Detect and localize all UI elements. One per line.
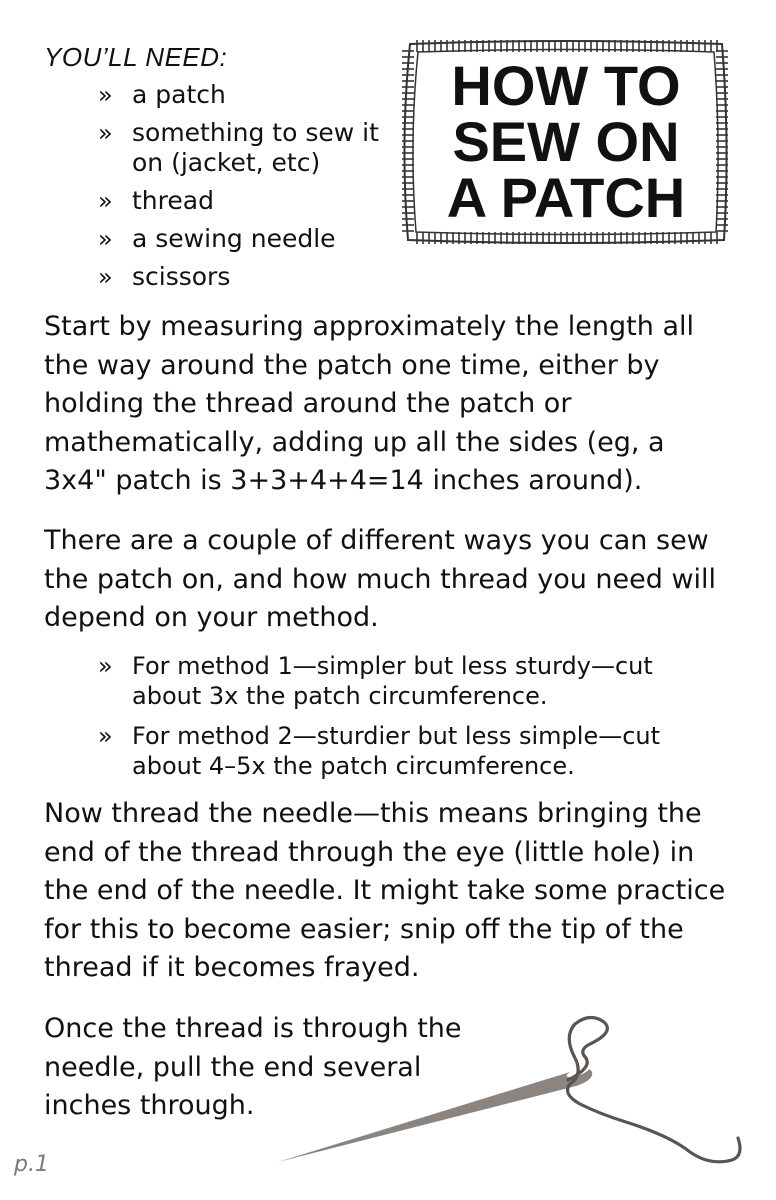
bullet-icon: »: [98, 225, 113, 253]
list-item-text: something to sew it on (jacket, etc): [132, 118, 379, 177]
paragraph-thread-needle: Now thread the needle—this means bringing the end of the thread through the eye (little hole) in the end of the needle. It might take some practice for this to become easier; snip off the tip of the thread if it becomes frayed.: [44, 798, 726, 983]
list-item: [98, 186, 388, 216]
list-item: [98, 652, 718, 711]
page-number: p.1: [14, 1152, 49, 1177]
title-box: [396, 36, 736, 248]
list-item: [98, 262, 388, 292]
page-title: [396, 54, 736, 229]
list-item: [98, 722, 718, 781]
paragraph-measure: Start by measuring approximately the length all the way around the patch one time, either by holding the thread around the patch or mathematically, adding up all the sides (eg, a 3x4" patch is 3+3+4+4=14 inches around).: [44, 311, 695, 496]
methods-list: [98, 652, 718, 792]
list-item-text: a patch: [132, 80, 226, 109]
list-item-text: For method 1—simpler but less sturdy—cut about 3x the patch circumference.: [132, 652, 653, 710]
list-item: [98, 118, 388, 178]
paragraph-methods-intro: There are a couple of different ways you can sew the patch on, and how much thread you need will depend on your method.: [44, 525, 717, 633]
bullet-icon: »: [98, 722, 113, 750]
list-item-text: For method 2—sturdier but less simple—cut about 4–5x the patch circumference.: [132, 722, 661, 780]
title-line: SEW ON: [452, 110, 680, 173]
bullet-icon: »: [98, 119, 113, 147]
list-item-text: a sewing needle: [132, 224, 336, 253]
bullet-icon: »: [98, 652, 113, 680]
list-item: [98, 224, 388, 254]
list-item-text: scissors: [132, 262, 231, 291]
list-item: [98, 80, 388, 110]
bullet-icon: »: [98, 263, 113, 291]
materials-list: [98, 80, 388, 300]
needle-and-thread-icon: [270, 1010, 750, 1170]
list-item-text: thread: [132, 186, 214, 215]
paragraph-pull-through: Once the thread is through the needle, pull the end several inches through.: [44, 1013, 462, 1121]
bullet-icon: »: [98, 81, 113, 109]
title-line: A PATCH: [446, 166, 686, 229]
title-line: HOW TO: [451, 54, 681, 117]
materials-heading: YOU’LL NEED:: [44, 42, 228, 72]
bullet-icon: »: [98, 187, 113, 215]
